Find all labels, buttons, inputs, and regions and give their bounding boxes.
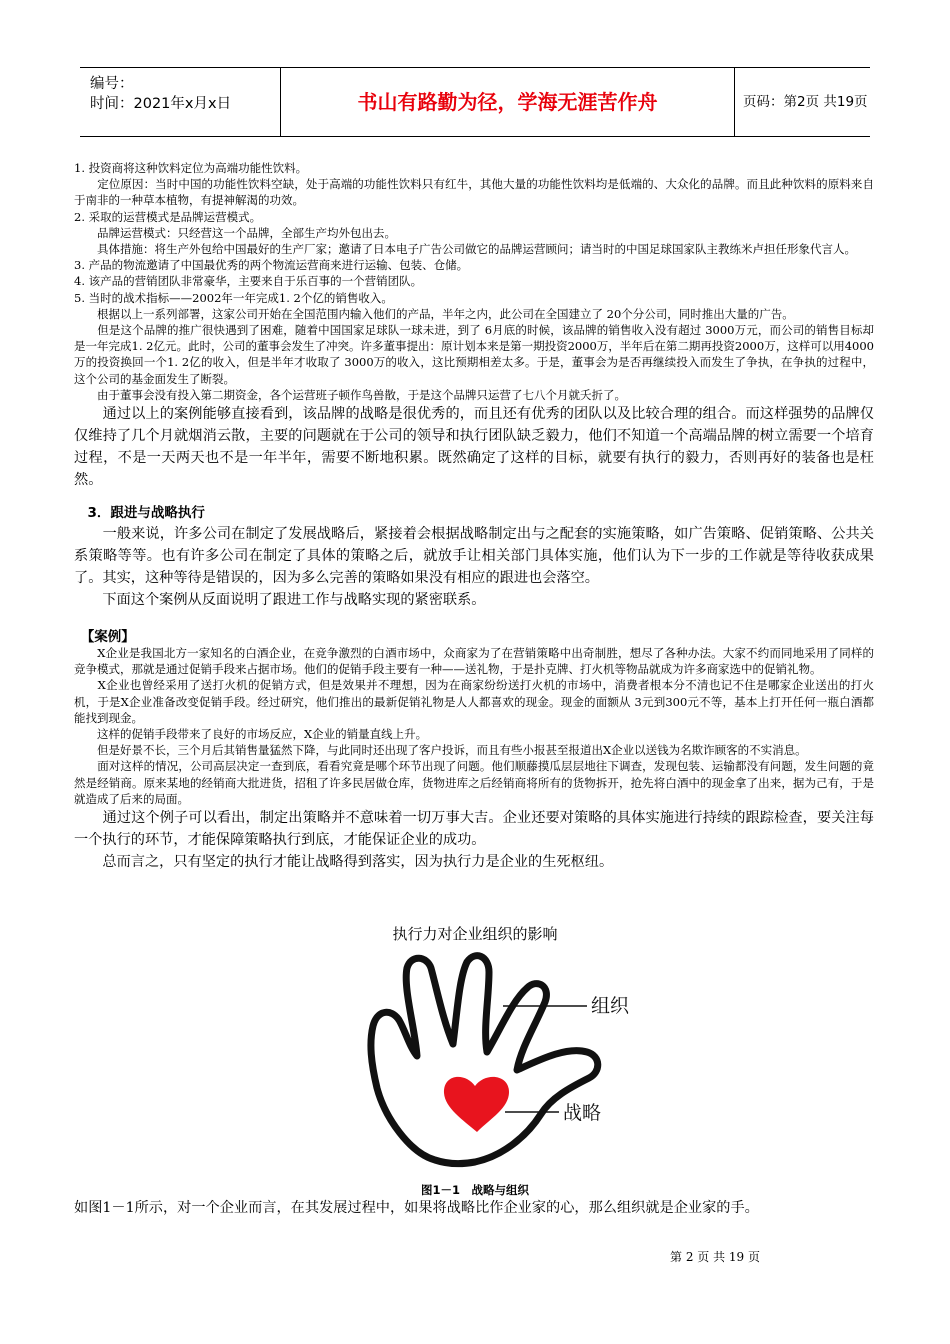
case-para: 面对这样的情况，公司高层决定一查到底，看看究竟是哪个环节出现了问题。他们顺藤摸瓜层层地往下调查，发现包装、运输都没有问题，发生问题的竟然是经销商。原来某地的经销商大批进货，招租了许多民居做仓库，货物进库之后经销商将所有的货物拆开，抢先将白酒中的现金拿了出来，据为己有，于是就造成了后来的局面。 [74,759,874,806]
header-motto: 书山有路勤为径，学海无涯苦作舟 [281,68,735,136]
section-1-para: 2. 采取的运营模式是品牌运营模式。 [74,209,262,224]
section-3-heading: 3．跟进与战略执行 [74,505,205,522]
hand-heart-figure [355,948,655,1180]
case-para: X企业是我国北方一家知名的白酒企业，在竞争激烈的白酒市场中，众商家为了在营销策略中出奇制胜，想尽了各种办法。大家不约而同地采用了同样的竞争模式，那就是通过促销手段来占据市场。他们的促销手段主要有一种——送礼物，于是扑克牌、打火机等物品就成为许多商家选中的促销礼物。 [74,646,874,677]
section-1-para: 定位原因：当时中国的功能性饮料空缺，处于高端的功能性饮料只有红牛，其他大量的功能性饮料均是低端的、大众化的品牌。而且此种饮料的原料来自于南非的一种草本植物，有提神解渴的功效。 [74,177,874,208]
section-1-para: 4. 该产品的营销团队非常豪华，主要来自于乐百事的一个营销团队。 [74,274,423,289]
section-1-para: 但是这个品牌的推广很快遇到了困难，随着中国国家足球队一球未进，到了 6月底的时候，该品牌的销售收入没有超过 3000万元，而公司的销售目标却是一年完成1. 2亿元。此时，公司的董事会发生了冲突。许多董事提出：原计划本来是第一期投资2000万，半年后在第二期再投资2000万，这样可以用4000万的投资换回一个1. 2亿的收入，但是半年才收取了 3000万的收入，这比预期相差太多。于是，董事会为是否再继续投入而发生了争执，在争执的过程中，这个公司的基金面发生了断裂。 [74,323,874,386]
figure-explanation: 如图1－1所示，对一个企业而言，在其发展过程中，如果将战略比作企业家的心，那么组织就是企业家的手。 [74,1200,759,1216]
section-1-para: 品牌运营模式：只经营这一个品牌，全部生产均外包出去。 [74,225,396,240]
case-label: 【案例】 [74,629,135,646]
hand-illustration [355,948,655,1180]
hand-outline-icon [371,956,598,1164]
section-1-list [74,160,874,403]
document-number-label: 编号： [90,76,134,92]
case-conclusion-para: 通过这个例子可以看出，制定出策略并不意味着一切万事大吉。企业还要对策略的具体实施进行持续的跟踪检查，要关注每一个执行的环节，才能保障策略执行到底，才能保证企业的成功。 [74,810,874,849]
page-header [80,67,870,137]
label-strategy: 战略 [563,1102,602,1124]
page-footer: 第 2 页 共 19 页 [670,1250,760,1264]
header-meta [80,68,281,136]
case-para: 但是好景不长，三个月后其销售量猛然下降，与此同时还出现了客户投诉，而且有些小报甚至报道出X企业以送钱为名欺诈顾客的不实消息。 [74,743,807,758]
section-1-para: 具体措施：将生产外包给中国最好的生产厂家；邀请了日本电子广告公司做它的品牌运营顾问；请当时的中国足球国家队主教练米卢担任形象代言人。 [74,242,856,257]
section-1-para: 1. 投资商将这种饮料定位为高端功能性饮料。 [74,161,308,175]
case-para: X企业也曾经采用了送打火机的促销方式，但是效果并不理想，因为在商家纷纷送打火机的市场中，消费者根本分不清也记不住是哪家企业送出的打火机，于是X企业准备改变促销手段。经过研究，他们推出的最新促销礼物是人人都喜欢的现金。现金的面额从 3元到300元不等，基本上打开任何一瓶白酒都能找到现金。 [74,678,874,725]
case-conclusion-para: 总而言之，只有坚定的执行才能让战略得到落实，因为执行力是企业的生死枢纽。 [74,854,614,871]
document-date-label: 时间：2021年x月x日 [90,96,232,112]
header-page-label: 页码：第2页 共19页 [743,94,868,110]
main-content [74,160,874,873]
section-1-para: 3. 产品的物流邀请了中国最优秀的两个物流运营商来进行运输、包装、仓储。 [74,258,469,273]
section-1-para: 由于董事会没有投入第二期资金，各个运营班子顿作鸟兽散，于是这个品牌只运营了七八个月就夭折了。 [74,387,626,402]
figure-title: 执行力对企业组织的影响 [392,925,558,943]
heart-icon [444,1077,509,1132]
section-1-para: 根据以上一系列部署，这家公司开始在全国范围内输入他们的产品，半年之内，此公司在全国建立了 20个分公司，同时推出大量的广告。 [74,306,794,321]
section-3-para: 一般来说，许多公司在制定了发展战略后，紧接着会根据战略制定出与之配套的实施策略，如广告策略、促销策略、公共关系策略等等。也有许多公司在制定了具体的策略之后，就放手让相关部门具体实施，他们认为下一步的工作就是等待收获成果了。其实，这种等待是错误的，因为多么完善的策略如果没有相应的跟进也会落空。 [74,526,874,587]
label-organization: 组织 [591,995,630,1017]
figure-caption: 图1－1 战略与组织 [420,1183,529,1197]
case-para: 这样的促销手段带来了良好的市场反应，X企业的销量直线上升。 [74,727,428,742]
conclusion-paragraph: 通过以上的案例能够直接看到，该品牌的战略是很优秀的，而且还有优秀的团队以及比较合理的组合。而这样强势的品牌仅仅维持了几个月就烟消云散，主要的问题就在于公司的领导和执行团队缺乏毅力，他们不知道一个高端品牌的树立需要一个培育过程，不是一天两天也不是一年半年，需要不断地积累。既然确定了这样的目标，就要有执行的毅力，否则再好的装备也是枉然。 [74,406,874,489]
section-1-para: 5. 当时的战术指标——2002年一年完成1. 2个亿的销售收入。 [74,290,393,305]
section-3-para: 下面这个案例从反面说明了跟进工作与战略实现的紧密联系。 [74,592,486,609]
case-list [74,645,874,807]
